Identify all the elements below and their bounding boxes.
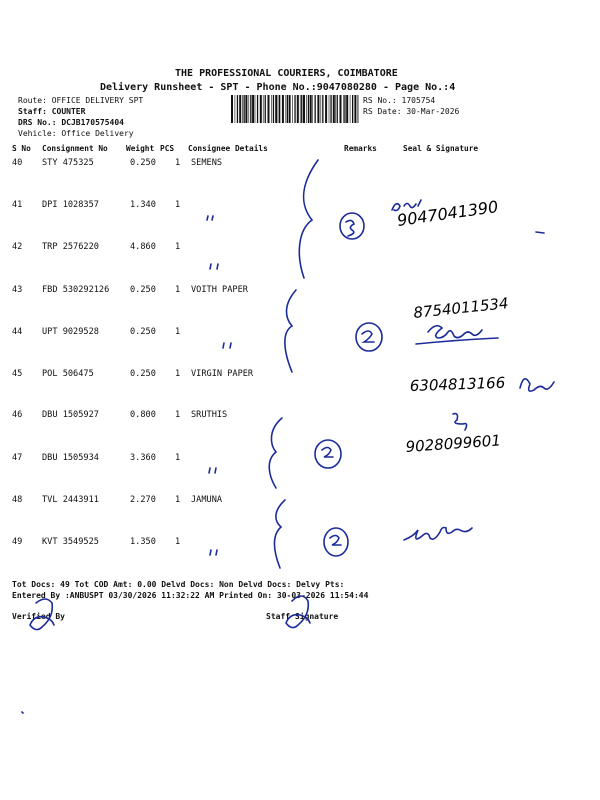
row-consignee: SEMENS <box>191 158 223 168</box>
col-remarks: Remarks <box>344 144 377 153</box>
row-weight: 1.350 <box>130 537 156 547</box>
row-pcs: 1 <box>175 410 181 420</box>
barcode-bar <box>237 95 238 123</box>
row-consignment: UPT 9029528 <box>42 327 99 337</box>
row-consignment: FBD 530292126 <box>42 285 110 295</box>
barcode-bar <box>245 95 247 123</box>
barcode-bar <box>275 95 277 123</box>
row-weight: 4.860 <box>130 242 156 252</box>
runsheet-subtitle: Delivery Runsheet - SPT - Phone No.:9047080280 - Page No.:4 <box>100 82 456 93</box>
col-seal: Seal & Signature <box>403 144 479 153</box>
col-consignment: Consignment No <box>42 144 108 153</box>
row-sno: 41 <box>12 200 23 210</box>
row-sno: 48 <box>12 495 23 505</box>
row-sno: 49 <box>12 537 23 547</box>
barcode-bar <box>268 95 270 123</box>
row-sno: 42 <box>12 242 23 252</box>
barcode-bar <box>352 95 353 123</box>
row-sno: 47 <box>12 453 23 463</box>
barcode-bar <box>344 95 345 123</box>
barcode-bar <box>354 95 356 123</box>
handwritten-phone-46: 9028099601 <box>405 431 502 456</box>
row-sno: 46 <box>12 410 23 420</box>
barcode-bar <box>279 95 280 123</box>
row-consignment: DBU 1505927 <box>42 410 99 420</box>
row-pcs: 1 <box>175 200 181 210</box>
barcode-bar <box>335 95 336 123</box>
row-pcs: 1 <box>175 158 181 168</box>
barcode-bar <box>333 95 335 123</box>
barcode-bar <box>321 95 322 123</box>
company-title: THE PROFESSIONAL COURIERS, COIMBATORE <box>175 68 398 79</box>
row-pcs: 1 <box>175 453 181 463</box>
seal-mark <box>315 440 341 468</box>
barcode-bar <box>257 95 258 123</box>
staff-label: Staff: COUNTER <box>18 107 86 116</box>
col-sno: S No <box>12 144 31 153</box>
barcode-bar <box>308 95 309 123</box>
barcode-bar <box>301 95 302 123</box>
row-sno: 43 <box>12 285 23 295</box>
row-pcs: 1 <box>175 369 181 379</box>
barcode-bar <box>310 95 312 123</box>
barcode-bar <box>292 95 293 123</box>
row-weight: 0.250 <box>130 369 156 379</box>
barcode-bar <box>297 95 299 123</box>
row-pcs: 1 <box>175 327 181 337</box>
row-weight: 0.250 <box>130 158 156 168</box>
barcode-bar <box>315 95 316 123</box>
row-pcs: 1 <box>175 495 181 505</box>
totals-line: Tot Docs: 49 Tot COD Amt: 0.00 Delvd Docs: Non Delvd Docs: Delvy Pts: <box>12 580 345 589</box>
barcode-bar <box>231 95 233 123</box>
row-weight: 2.270 <box>130 495 156 505</box>
row-consignment: POL 506475 <box>42 369 94 379</box>
row-weight: 0.250 <box>130 285 156 295</box>
drs-label: DRS No.: DCJB170575404 <box>18 118 124 127</box>
row-consignment: TRP 2576220 <box>42 242 99 252</box>
barcode-bar <box>244 95 245 123</box>
barcode-bar <box>278 95 279 123</box>
row-consignment: STY 475325 <box>42 158 94 168</box>
row-sno: 44 <box>12 327 23 337</box>
barcode-bar <box>273 95 274 123</box>
brace-mark <box>299 160 318 278</box>
barcode-bar <box>325 95 327 123</box>
barcode-bar <box>235 95 236 123</box>
barcode-bar <box>255 95 256 123</box>
barcode-bar <box>250 95 251 123</box>
barcode-bar <box>346 95 348 123</box>
rs-number: RS No.: 1705754 <box>363 96 436 105</box>
row-consignment: TVL 2443911 <box>42 495 99 505</box>
barcode-bar <box>312 95 313 123</box>
col-pcs: PCS <box>160 144 175 153</box>
barcode-bar <box>265 95 266 123</box>
col-consignee: Consignee Details <box>188 144 268 153</box>
barcode-bar <box>294 95 295 123</box>
seal-mark <box>340 213 364 239</box>
handwritten-phone-41: 9047041390 <box>395 196 500 230</box>
row-pcs: 1 <box>175 537 181 547</box>
row-consignee: SRUTHIS <box>191 410 228 420</box>
barcode-bar <box>300 95 301 123</box>
barcode-bar <box>271 95 272 123</box>
barcode-bar <box>322 95 323 123</box>
entered-line: Entered By :ANBUSPT 03/30/2026 11:32:22 AM Printed On: 30-03-2026 11:54:44 <box>12 591 369 600</box>
seal-mark <box>356 323 382 351</box>
seal-mark <box>324 528 348 556</box>
barcode-bar <box>263 95 264 123</box>
barcode-bar <box>350 95 351 123</box>
barcode-bar <box>289 95 291 123</box>
handwritten-phone-43: 8754011534 <box>412 294 510 322</box>
barcode-bar <box>286 95 287 123</box>
row-consignment: DPI 1028357 <box>42 200 99 210</box>
barcode-bar <box>287 95 288 123</box>
barcode-bar <box>329 95 330 123</box>
barcode-bar <box>343 95 344 123</box>
barcode-bar <box>260 95 262 123</box>
row-consignee: JAMUNA <box>191 495 223 505</box>
barcode-bar <box>337 95 338 123</box>
vehicle-label: Vehicle: Office Delivery <box>18 129 134 138</box>
row-weight: 1.340 <box>130 200 156 210</box>
barcode-bar <box>306 95 307 123</box>
barcode-bar <box>358 95 359 123</box>
row-pcs: 1 <box>175 285 181 295</box>
barcode-image <box>231 95 359 123</box>
barcode-bar <box>340 95 342 123</box>
brace-mark <box>285 290 296 372</box>
rs-date: RS Date: 30-Mar-2026 <box>363 107 460 116</box>
route-label: Route: OFFICE DELIVERY SPT <box>18 96 144 105</box>
barcode-bar <box>242 95 243 123</box>
barcode-bar <box>282 95 284 123</box>
barcode-bar <box>303 95 305 123</box>
verified-by-label: Verified By <box>12 612 65 621</box>
staff-signature-label: Staff Signature <box>266 612 339 621</box>
row-consignee: VIRGIN PAPER <box>191 369 254 379</box>
barcode-bar <box>330 95 331 123</box>
row-sno: 40 <box>12 158 23 168</box>
brace-mark <box>275 500 286 568</box>
brace-mark <box>269 418 282 488</box>
barcode-bar <box>249 95 250 123</box>
barcode-bar <box>239 95 241 123</box>
barcode-bar <box>252 95 254 123</box>
row-weight: 0.800 <box>130 410 156 420</box>
row-consignment: KVT 3549525 <box>42 537 99 547</box>
row-pcs: 1 <box>175 242 181 252</box>
row-consignment: DBU 1505934 <box>42 453 99 463</box>
row-sno: 45 <box>12 369 23 379</box>
barcode-bar <box>317 95 319 123</box>
handwritten-phone-45: 6304813166 <box>409 373 506 395</box>
row-weight: 3.360 <box>130 453 156 463</box>
row-consignee: VOITH PAPER <box>191 285 248 295</box>
row-weight: 0.250 <box>130 327 156 337</box>
col-weight: Weight <box>126 144 155 153</box>
